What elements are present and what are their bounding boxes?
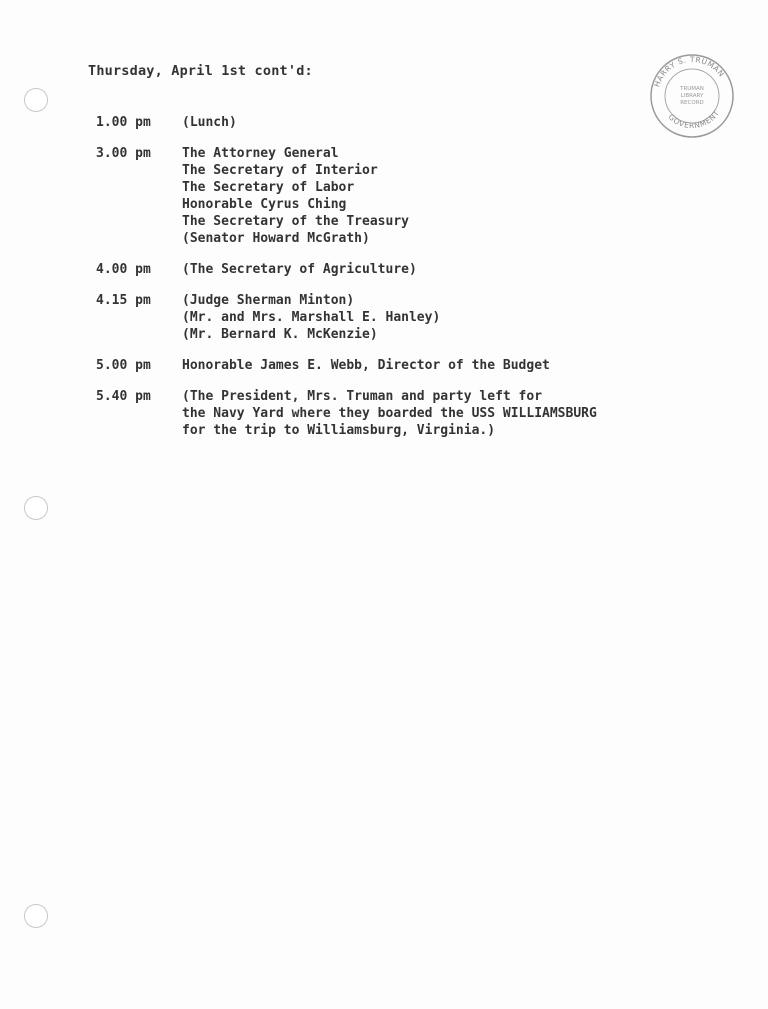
- entry-line: for the trip to Williamsburg, Virginia.): [182, 423, 496, 438]
- entry-line: (Mr. and Mrs. Marshall E. Hanley): [182, 310, 441, 325]
- punch-hole-top: [24, 88, 48, 112]
- entry-text: [182, 145, 716, 247]
- svg-text:HARRY S. TRUMAN: HARRY S. TRUMAN: [652, 54, 727, 89]
- entry-text: [182, 292, 716, 343]
- entry-time: 4.00 pm: [96, 262, 151, 277]
- entry-line: (Judge Sherman Minton): [182, 293, 355, 308]
- entry-text: [182, 388, 716, 439]
- entry-line: (Senator Howard McGrath): [182, 231, 370, 246]
- entry-line: (The President, Mrs. Truman and party left for: [182, 389, 543, 404]
- entry-time: 4.15 pm: [96, 293, 151, 308]
- entry-time: 3.00 pm: [96, 146, 151, 161]
- entry-line: the Navy Yard where they boarded the USS WILLIAMSBURG: [182, 406, 597, 421]
- schedule-entry: [96, 114, 716, 131]
- entry-line: The Secretary of the Treasury: [182, 214, 409, 229]
- svg-text:TRUMAN: TRUMAN: [680, 86, 704, 92]
- punch-hole-middle: [24, 496, 48, 520]
- schedule-entry: [96, 357, 716, 374]
- entry-time: 1.00 pm: [96, 115, 151, 130]
- entry-line: The Secretary of Interior: [182, 163, 378, 178]
- entry-line: Honorable Cyrus Ching: [182, 197, 347, 212]
- entry-line: The Secretary of Labor: [182, 180, 355, 195]
- page-heading: Thursday, April 1st cont'd:: [88, 63, 313, 79]
- svg-text:LIBRARY: LIBRARY: [680, 93, 704, 99]
- entry-text: [182, 357, 716, 374]
- punch-hole-bottom: [24, 904, 48, 928]
- entry-line: (Lunch): [182, 115, 237, 130]
- entry-time: 5.00 pm: [96, 358, 151, 373]
- schedule-entry: [96, 261, 716, 278]
- svg-text:GOVERNMENT: GOVERNMENT: [666, 108, 722, 131]
- schedule-entry: [96, 388, 716, 439]
- svg-text:RECORD: RECORD: [680, 100, 704, 106]
- entry-text: [182, 114, 716, 131]
- schedule-entry: [96, 145, 716, 247]
- entry-text: [182, 261, 716, 278]
- entry-line: The Attorney General: [182, 146, 339, 161]
- schedule-entry: [96, 292, 716, 343]
- entry-line: (Mr. Bernard K. McKenzie): [182, 327, 378, 342]
- schedule-list: [96, 114, 716, 453]
- entry-time: 5.40 pm: [96, 389, 151, 404]
- entry-line: (The Secretary of Agriculture): [182, 262, 417, 277]
- entry-line: Honorable James E. Webb, Director of the Budget: [182, 358, 550, 373]
